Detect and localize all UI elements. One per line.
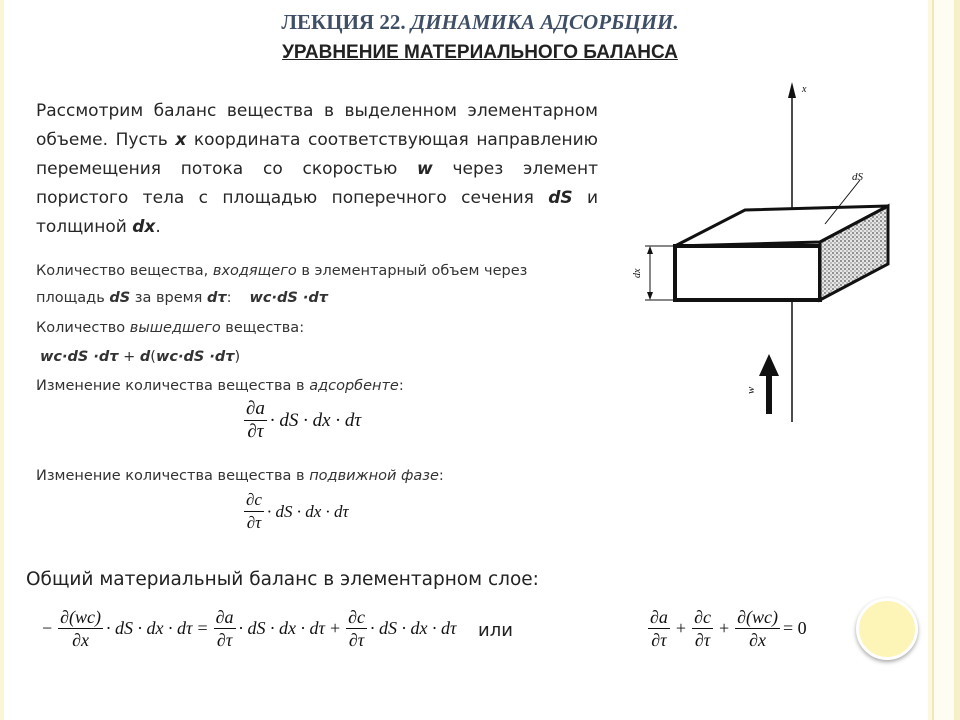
intro-var-x: x [175, 130, 187, 150]
outflow-text-2: вещества: [220, 320, 305, 336]
dwc-fraction [58, 606, 103, 651]
intro-var-w: w [417, 159, 433, 179]
inflow-ds: dS [109, 290, 131, 306]
fraction-denominator: ∂τ [216, 630, 233, 650]
fraction-numerator: ∂(wc) [737, 607, 778, 627]
elementary-volume-figure [620, 76, 920, 426]
formula-tail: · dS · dx · dτ [266, 501, 349, 521]
balance-label: Общий материальный баланс в элементарном слое: [26, 569, 539, 590]
equals-sign: = [197, 618, 208, 638]
velocity-label: w [745, 386, 757, 394]
inflow-line-2 [36, 290, 328, 306]
plus-sign: + [675, 618, 687, 638]
formula-tail: · dS · dx · dτ [269, 409, 362, 431]
velocity-arrow-shaft [766, 374, 772, 414]
adsorbent-text-1: Изменение количества вещества в [36, 378, 310, 394]
dc-fraction [346, 606, 367, 651]
formula-tail: · dS · dx · dτ [106, 618, 193, 638]
decorative-circle [856, 598, 918, 660]
mobile-phase-line [36, 468, 444, 484]
inflow-text-2: в элементарный объем через [296, 263, 528, 279]
dwc-fraction [735, 606, 780, 651]
adsorbent-italic: адсорбенте [309, 378, 399, 394]
intro-text-1: Рассмотрим баланс вещества в выделенном элементарном объеме. Пусть [36, 101, 598, 150]
dx-arrow-top [647, 246, 653, 254]
fraction-numerator: ∂c [348, 607, 366, 627]
ds-label: dS [852, 171, 863, 183]
inflow-text-5: : [226, 290, 232, 306]
intro-text-4: и толщиной [36, 188, 599, 237]
intro-text-5: . [155, 217, 161, 237]
mobile-text-1: Изменение количества вещества в [36, 468, 310, 484]
mobile-fraction [244, 489, 264, 534]
fraction-numerator: ∂(wc) [60, 607, 102, 627]
outflow-expr-inner: wc·dS ·dτ [155, 349, 235, 365]
inflow-text-4: за время [130, 290, 207, 306]
balance-formula-short [646, 606, 808, 651]
outflow-expr-d: d [139, 349, 151, 365]
intro-text-3: через элемент пористого тела с площадью поперечного сечения [36, 159, 599, 208]
slide-subtitle: УРАВНЕНИЕ МАТЕРИАЛЬНОГО БАЛАНСА [282, 42, 678, 63]
fraction-denominator: ∂τ [694, 630, 711, 650]
dx-arrow-bottom [647, 292, 653, 300]
or-overlay: или [478, 620, 513, 641]
outflow-expr-a: wc·dS ·dτ [40, 349, 119, 365]
fraction-denominator: ∂τ [246, 513, 262, 532]
fraction-numerator: ∂a [246, 398, 265, 419]
fraction-numerator: ∂a [650, 607, 668, 627]
intro-var-dx: dx [132, 217, 156, 237]
dc-fraction [692, 606, 713, 651]
formula-tail: · dS · dx · dτ [238, 618, 325, 638]
plus-sign: + [718, 618, 730, 638]
adsorbent-line [36, 378, 404, 394]
lecture-topic: ДИНАМИКА АДСОРБЦИИ. [410, 10, 679, 34]
minus-sign: − [42, 618, 53, 638]
fraction-denominator: ∂τ [247, 421, 264, 442]
inflow-text-3: площадь [36, 290, 110, 306]
outflow-expr-open: ( [150, 349, 156, 365]
da-fraction [648, 606, 670, 651]
adsorbent-text-2: : [398, 378, 404, 394]
fraction-denominator: ∂τ [348, 630, 365, 650]
inflow-line-1 [36, 263, 527, 279]
equals-zero: = 0 [783, 618, 807, 638]
outflow-text-1: Количество [36, 320, 130, 336]
outflow-line-1 [36, 320, 304, 336]
plus-sign: + [329, 618, 341, 638]
left-frame-strip [0, 0, 4, 720]
fraction-denominator: ∂x [72, 630, 90, 650]
intro-paragraph [36, 97, 598, 242]
right-frame-outer [954, 0, 960, 720]
outflow-expression [40, 349, 240, 365]
inflow-dtau: dτ [206, 290, 227, 306]
x-axis-arrow [788, 82, 796, 98]
lecture-number: ЛЕКЦИЯ 22. [281, 10, 406, 34]
da-fraction [214, 606, 236, 651]
adsorbent-fraction [244, 398, 267, 443]
outflow-expr-plus: + [118, 349, 140, 365]
inflow-expression: wc·dS ·dτ [249, 290, 328, 306]
block-front-face [675, 246, 820, 300]
inflow-italic: входящего [212, 263, 297, 279]
outflow-expr-close: ) [234, 349, 241, 365]
fraction-numerator: ∂a [215, 607, 234, 627]
fraction-denominator: ∂τ [651, 630, 667, 650]
dx-label: dx [632, 268, 643, 278]
adsorbent-formula [242, 398, 362, 443]
mobile-text-2: : [438, 468, 444, 484]
outflow-italic: вышедшего [129, 320, 221, 336]
balance-formula-full [38, 606, 457, 651]
formula-tail: · dS · dx · dτ [370, 618, 457, 638]
mobile-italic: подвижной фазе [309, 468, 439, 484]
lecture-title [0, 10, 960, 35]
fraction-numerator: ∂c [694, 607, 711, 627]
fraction-denominator: ∂x [749, 630, 766, 650]
inflow-text-1: Количество вещества, [36, 263, 213, 279]
intro-text-2: координата соответствующая направлению перемещения потока со скоростью [36, 130, 598, 179]
velocity-arrow-head [759, 354, 779, 376]
x-axis-label: x [802, 84, 807, 95]
intro-var-ds: dS [548, 188, 573, 208]
mobile-formula [242, 489, 350, 534]
fraction-numerator: ∂c [244, 489, 264, 512]
